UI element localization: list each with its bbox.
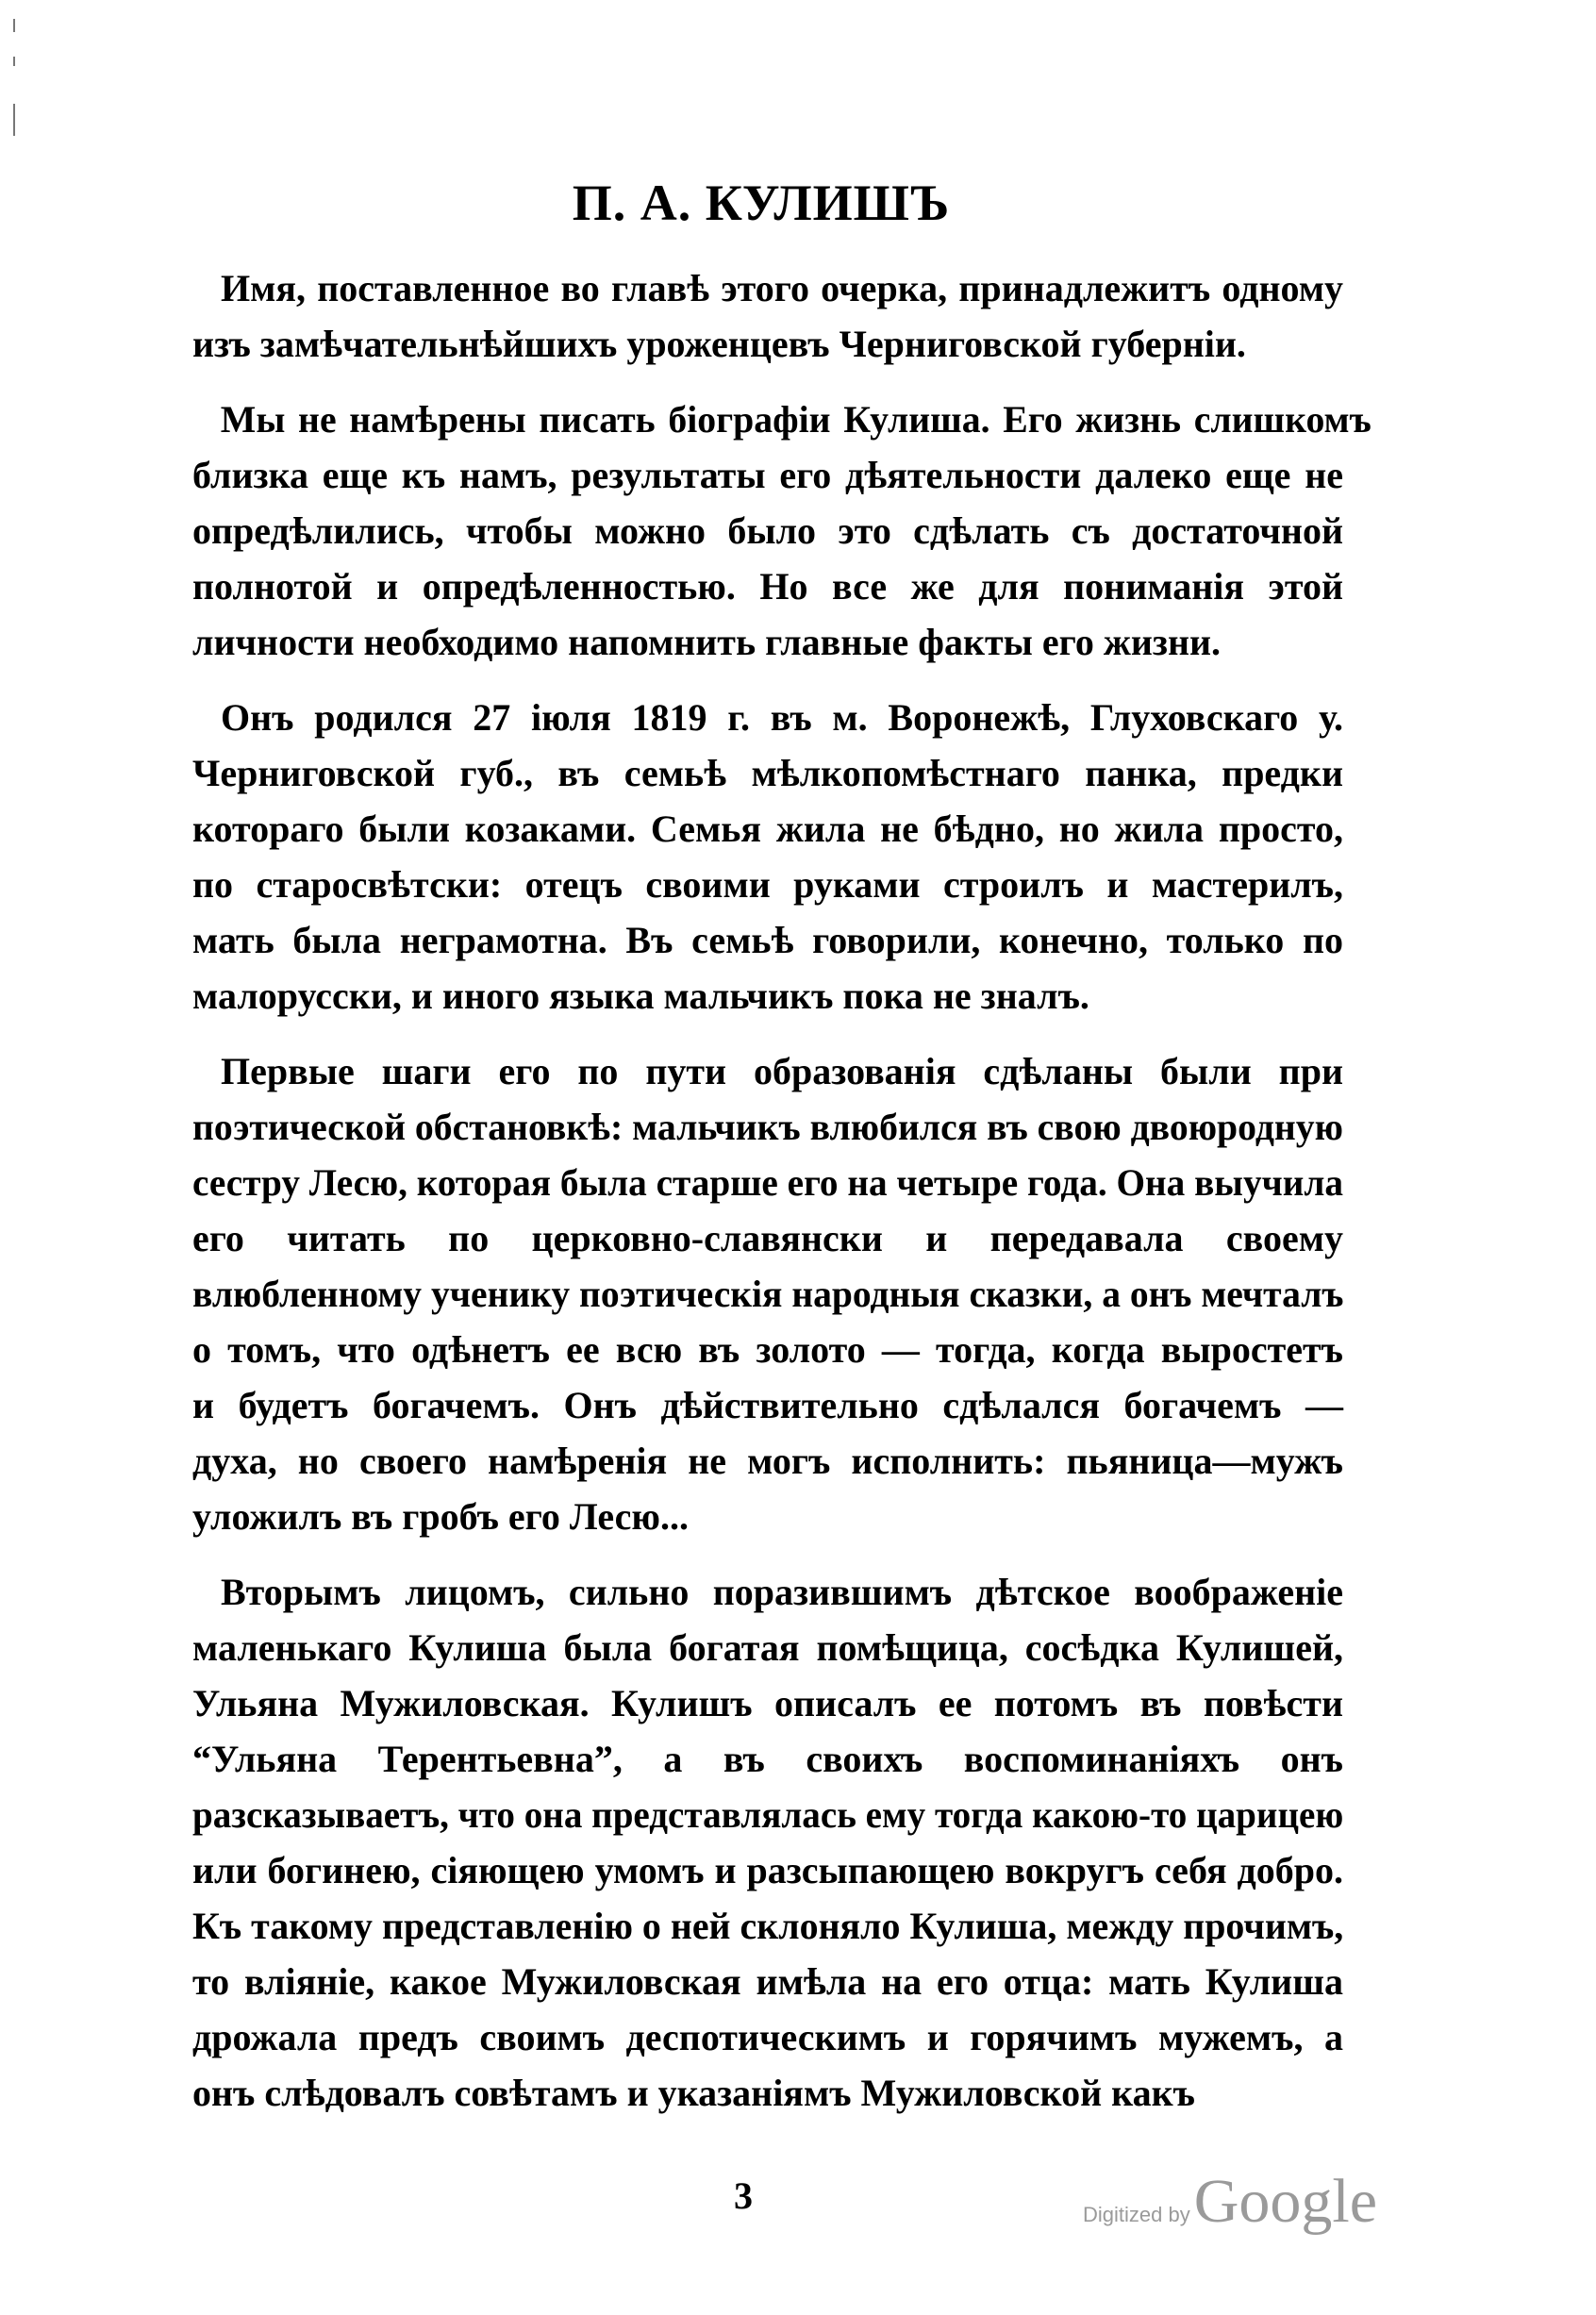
text-line: Черниговской губ., въ семьѣ мѣлкопомѣстнаго панка, предки [192,752,1343,794]
text-line: Къ такому представленію о ней склоняло Кулиша, между прочимъ, [192,1905,1344,1947]
paragraph [192,1043,1343,1544]
text-line: сестру Лесю, которая была старше его на четыре года. Она выучила [192,1161,1343,1204]
text-line: его читать по церковно-славянски и передавала своему [192,1217,1343,1259]
text-line: уложилъ въ гробъ его Лесю... [192,1495,689,1538]
text-line: Мы не намѣрены писать біографіи Кулиша. Его жизнь слишкомъ [220,398,1372,441]
text-line: близка еще къ намъ, результаты его дѣятельности далеко еще не [192,454,1343,496]
paragraph [192,391,1372,670]
text-line: то вліяніе, какое Мужиловская имѣла на его отца: мать Кулиша [192,1960,1343,2003]
text-line: духа, но своего намѣренія не могъ исполнить: пьяница—мужъ [192,1440,1343,1482]
paragraph [192,260,1343,372]
scan-edge-mark [13,19,15,32]
scan-edge-mark [13,104,15,136]
text-line: маленькаго Кулиша была богатая помѣщица, сосѣдка Кулишей, [192,1626,1343,1669]
text-line: или богинею, сіяющею умомъ и разсыпающею вокругъ себя добро. [192,1849,1343,1891]
digitized-by-google-watermark [1083,2166,1377,2238]
text-line: Ульяна Мужиловская. Кулишъ описалъ ее потомъ въ повѣсти [192,1682,1343,1724]
page-title: П. А. КУЛИШЪ [572,175,951,232]
text-line: личности необходимо напомнить главные факты его жизни. [192,621,1222,663]
scan-edge-mark [13,57,15,66]
text-line: Первые шаги его по пути образованія сдѣланы были при [221,1050,1343,1092]
text-line: по старосвѣтски: отецъ своими руками строилъ и мастерилъ, [192,863,1343,906]
google-logo: Google [1193,2167,1378,2236]
text-line: опредѣлились, чтобы можно было это сдѣлать съ достаточной [192,509,1343,552]
text-line: онъ слѣдовалъ совѣтамъ и указаніямъ Мужиловской какъ [192,2072,1195,2114]
paragraph [192,1564,1343,2121]
text-line: влюбленному ученику поэтическія народныя сказки, а онъ мечталъ [192,1273,1344,1315]
text-line: малорусски, и иного языка мальчикъ пока не зналъ. [192,974,1089,1017]
text-line: поэтической обстановкѣ: мальчикъ влюбился въ свою двоюродную [192,1106,1344,1148]
text-line: и будетъ богачемъ. Онъ дѣйствительно сдѣлался богачемъ — [192,1384,1343,1426]
text-line: Онъ родился 27 іюля 1819 г. въ м. Воронежѣ, Глуховскаго у. [221,696,1343,739]
text-line: разсказываетъ, что она представлялась ему тогда какою-то царицею [192,1793,1344,1836]
text-line: Имя, поставленное во главѣ этого очерка, принадлежитъ одному [221,267,1343,309]
text-line: изъ замѣчательнѣйшихъ уроженцевъ Черниговской губерніи. [192,323,1246,365]
page-number: 3 [734,2174,753,2217]
text-line: мать была неграмотна. Въ семьѣ говорили, конечно, только по [192,919,1343,961]
text-line: “Ульяна Терентьевна”, а въ своихъ воспоминаніяхъ онъ [192,1738,1343,1780]
paragraph [192,690,1343,1024]
body-text [192,260,1372,2121]
text-line: Вторымъ лицомъ, сильно поразившимъ дѣтское воображеніе [221,1571,1343,1613]
text-line: котораго были козаками. Семья жила не бѣдно, но жила просто, [192,808,1343,850]
text-line: дрожала предъ своимъ деспотическимъ и горячимъ мужемъ, а [192,2016,1343,2058]
text-line: полнотой и опредѣленностью. Но все же для пониманія этой [192,565,1343,608]
watermark-prefix: Digitized by [1083,2203,1190,2226]
text-line: о томъ, что одѣнетъ ее всю въ золото — тогда, когда выростетъ [192,1328,1343,1371]
